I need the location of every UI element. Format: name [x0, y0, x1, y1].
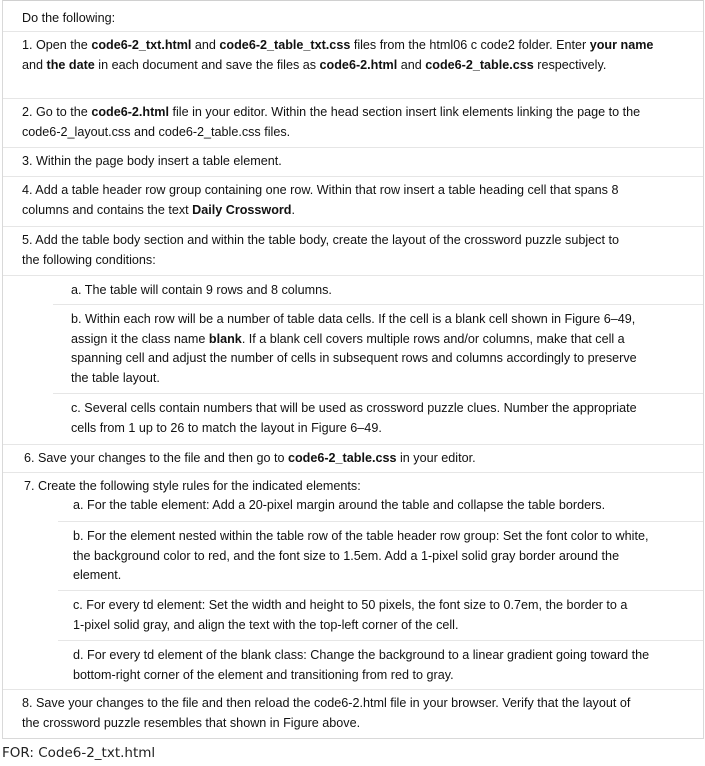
step-7a: a. For the table element: Add a 20-pixel margin around the table and collapse the table borders.	[73, 498, 606, 512]
step-1-filename-css: code6-2_table_txt.css	[219, 38, 351, 52]
step-3: 3. Within the page body insert a table element.	[22, 154, 282, 168]
divider	[58, 521, 703, 522]
divider	[58, 590, 703, 591]
step-6-filename: code6-2_table.css	[287, 451, 397, 465]
step-7d: d. For every td element of the blank class: Change the background to a linear gradient going toward the bottom-right corner of the element and transitioning from red to gray.	[73, 648, 650, 682]
step-1-save-html: code6-2.html	[319, 57, 398, 72]
step-5b	[71, 310, 649, 388]
intro-line: Do the following:	[22, 11, 116, 25]
divider	[3, 176, 703, 177]
footer-note: FOR: Code6-2_txt.html	[2, 745, 156, 761]
step-7: 7. Create the following style rules for the indicated elements:	[24, 479, 361, 493]
step-5c: c. Several cells contain numbers that will be used as crossword puzzle clues. Number the appropriate cells from 1 up to 26 to match the layout in Figure 6–49.	[71, 401, 637, 435]
step-4-text: .	[291, 202, 296, 217]
step-1-your-name: your name	[589, 38, 654, 52]
divider	[53, 393, 703, 394]
step-1-save-css: code6-2_table.css	[425, 57, 534, 72]
step-4-daily-crossword: Daily Crossword	[192, 202, 292, 217]
step-2	[22, 103, 652, 142]
divider	[3, 275, 703, 276]
step-2-filename: code6-2.html	[91, 105, 169, 119]
divider	[3, 98, 703, 99]
step-1	[22, 36, 662, 75]
step-6-text: in your editor.	[396, 451, 476, 465]
step-5a: a. The table will contain 9 rows and 8 columns.	[71, 283, 332, 297]
divider	[3, 226, 703, 227]
step-6	[24, 449, 664, 469]
step-4	[22, 181, 662, 220]
divider	[53, 304, 703, 305]
step-1-text: 1. Open the	[22, 38, 92, 52]
step-5b-class-blank: blank	[208, 331, 242, 346]
divider	[58, 640, 703, 641]
step-2-text: file in your editor. Within the head section insert link elements linking the page to the code6-2_layout.css and code6-2_table.css files.	[22, 105, 641, 139]
divider	[3, 147, 703, 148]
step-7c: c. For every td element: Set the width and height to 50 pixels, the font size to 0.7em, the border to a 1-pixel solid gray, and align the text with the top-left corner of the cell.	[73, 598, 628, 632]
step-7b: b. For the element nested within the table row of the table header row group: Set the font color to white, the background color to red, and the font size to 1.5em. Add a 1-pixel solid gray border around the element.	[73, 529, 649, 582]
step-1-filename-html: code6-2_txt.html	[91, 38, 192, 52]
divider	[3, 31, 703, 32]
step-2-text: 2. Go to the	[22, 105, 92, 119]
divider	[3, 689, 703, 690]
step-1-text: files from the html06 c code2 folder. Enter	[350, 38, 590, 52]
divider	[3, 444, 703, 445]
step-1-text: in each document and save the files as	[94, 57, 320, 72]
step-1-the-date: the date	[46, 57, 95, 72]
step-5: 5. Add the table body section and within the table body, create the layout of the crossword puzzle subject to the following conditions:	[22, 233, 619, 267]
step-5b-text: . If a blank cell covers multiple rows and/or columns, make that cell a spanning cell and adjust the number of cells in subsequent rows and columns accordingly to preserve the table layout.	[71, 331, 637, 385]
step-8: 8. Save your changes to the file and then reload the code6-2.html file in your browser. Verify that the layout of the crossword puzzle resembles that shown in Figure above.	[22, 696, 631, 730]
instructions-document	[2, 0, 704, 739]
step-4-text: 4. Add a table header row group containing one row. Within that row insert a table heading cell that spans 8 columns and contains the text	[22, 183, 619, 217]
step-1-text: respectively.	[533, 57, 607, 72]
step-6-text: 6. Save your changes to the file and then go to	[24, 451, 288, 465]
step-5b-text: b. Within each row will be a number of table data cells. If the cell is a blank cell shown in Figure 6–49, assign it the class name	[71, 312, 636, 346]
divider	[3, 472, 703, 473]
step-1-text: and	[191, 38, 220, 52]
step-1-text: and	[22, 57, 47, 72]
step-1-text: and	[397, 57, 426, 72]
